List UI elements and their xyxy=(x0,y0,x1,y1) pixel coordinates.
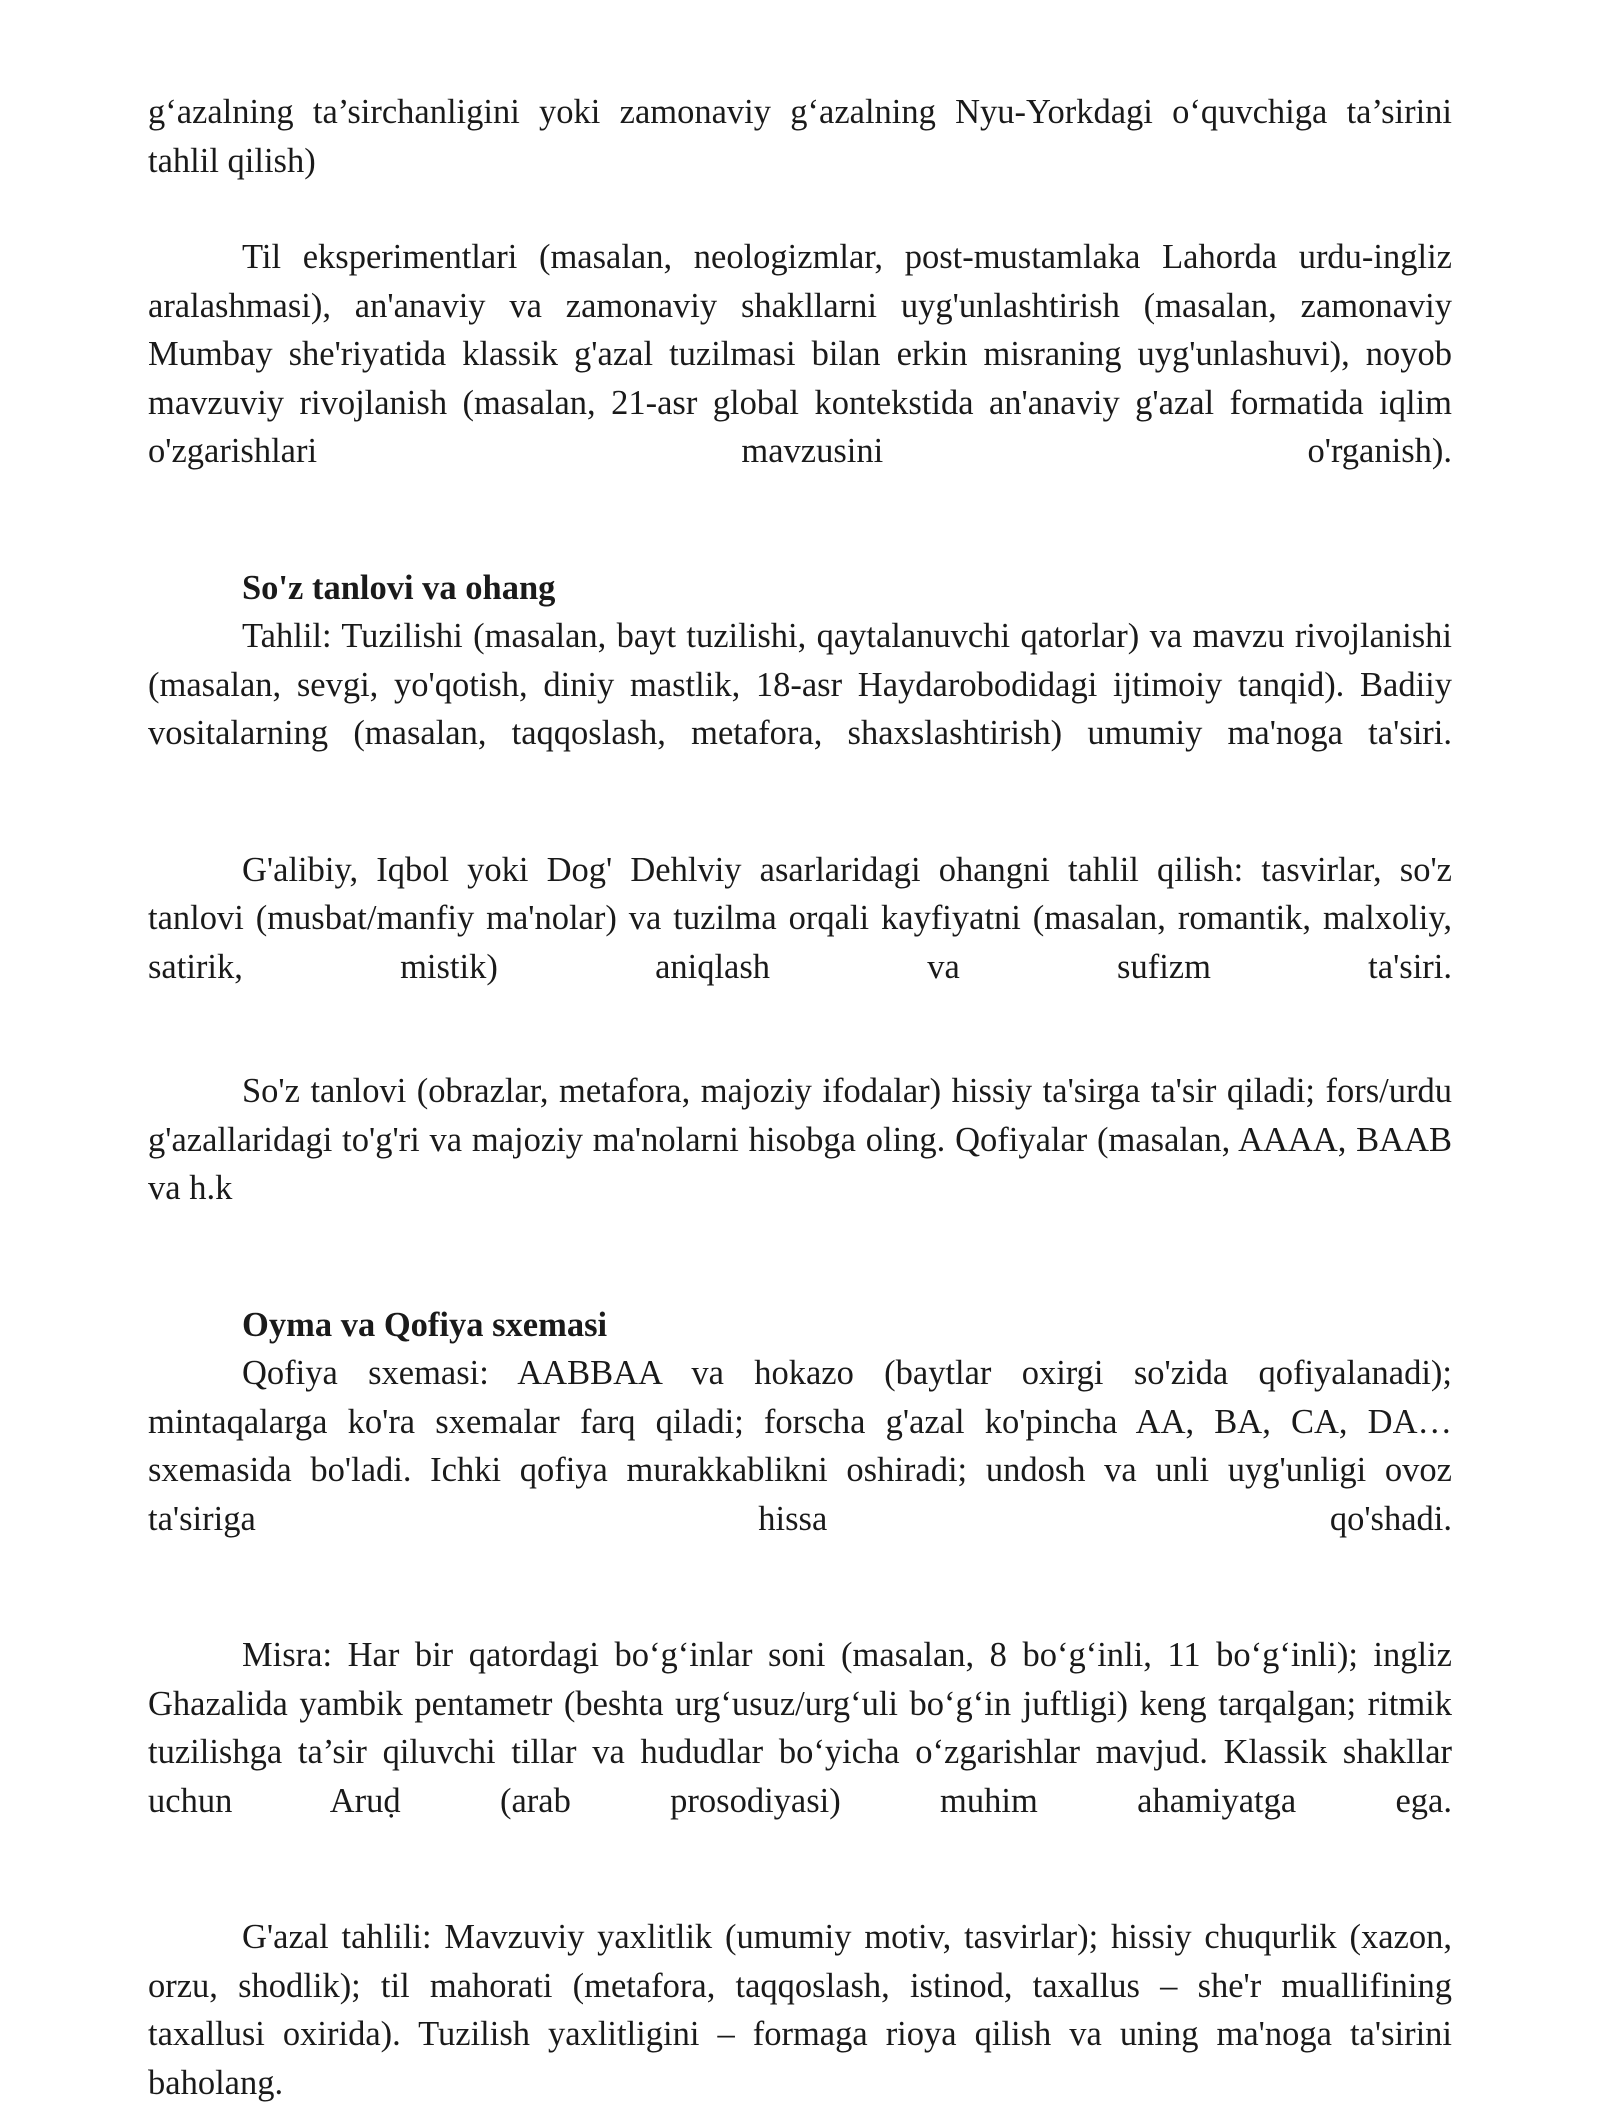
document-page xyxy=(148,88,1452,2107)
paragraph-analysis: Tahlil: Tuzilishi (masalan, bayt tuzilishi, qaytalanuvchi qatorlar) va mavzu rivojlanishi (masalan, sevgi, yo'qotish, diniy mastlik, 18-asr Haydarobodidagi ijtimoiy tanqid). Badiiy vositalarning (masalan, taqqoslash, metafora, shaxslashtirish) umumiy ma'noga ta'siri. xyxy=(148,617,1452,752)
paragraph-rhyme-scheme: Qofiya sxemasi: AABBAA va hokazo (baytlar oxirgi so'zida qofiyalanadi); mintaqalarga ko'ra sxemalar farq qiladi; forscha g'azal ko'pincha AA, BA, CA, DA… sxemasida bo'ladi. Ichki qofiya murakkablikni oshiradi; undosh va unli uyg'unligi ovoz ta'siriga hissa qo'shadi. xyxy=(148,1354,1452,1538)
paragraph-language-experiments: Til eksperimentlari (masalan, neologizmlar, post-mustamlaka Lahorda urdu-ingliz aralashmasi), an'anaviy va zamonaviy shakllarni uyg'unlashtirish (masalan, zamonaviy Mumbay she'riyatida klassik g'azal tuzilmasi bilan erkin misraning uyg'unlashuvi), noyob mavzuviy rivojlanish (masalan, 21-asr global kontekstida an'anaviy g'azal formatida iqlim o'zgarishlari mavzusini o'rganish). xyxy=(148,238,1452,470)
paragraph-word-choice: So'z tanlovi (obrazlar, metafora, majoziy ifodalar) hissiy ta'sirga ta'sir qiladi; fors/urdu g'azallaridagi to'g'ri va majoziy ma'nolarni hisobga oling. Qofiyalar (masalan, AAAA, BAAB va h.k xyxy=(148,1072,1452,1207)
paragraph-intro-continued: g‘azalning ta’sirchanligini yoki zamonaviy g‘azalning Nyu-Yorkdagi o‘quvchiga ta’sirini tahlil qilish) xyxy=(148,93,1452,180)
heading-meter-and-rhyme-scheme: Oyma va Qofiya sxemasi xyxy=(242,1305,608,1344)
paragraph-meter: Misra: Har bir qatordagi bo‘g‘inlar soni (masalan, 8 bo‘g‘inli, 11 bo‘g‘inli); ingliz Ghazalida yambik pentametr (beshta urg‘usuz/urg‘uli bo‘g‘in juftligi) keng tarqalgan; ritmik tuzilishga ta’sir qiluvchi tillar va hududlar bo‘yicha o‘zgarishlar mavjud. Klassik shakllar uchun Aruḍ (arab prosodiyasi) muhim ahamiyatga ega. xyxy=(148,1636,1452,1820)
paragraph-ghazal-analysis: G'azal tahlili: Mavzuviy yaxlitlik (umumiy motiv, tasvirlar); hissiy chuqurlik (xazon, orzu, shodlik); til mahorati (metafora, taqqoslash, istinod, taxallus – she'r muallifining taxallusi oxirida). Tuzilish yaxlitligini – formaga rioya qilish va uning ma'noga ta'sirini baholang. xyxy=(148,1918,1452,2102)
heading-word-choice-and-tone: So'z tanlovi va ohang xyxy=(242,568,556,607)
paragraph-tone-analysis: G'alibiy, Iqbol yoki Dog' Dehlviy asarlaridagi ohangni tahlil qilish: tasvirlar, so'z tanlovi (musbat/manfiy ma'nolar) va tuzilma orqali kayfiyatni (masalan, romantik, malxoliy, satirik, mistik) aniqlash va sufizm ta'siri. xyxy=(148,850,1452,986)
